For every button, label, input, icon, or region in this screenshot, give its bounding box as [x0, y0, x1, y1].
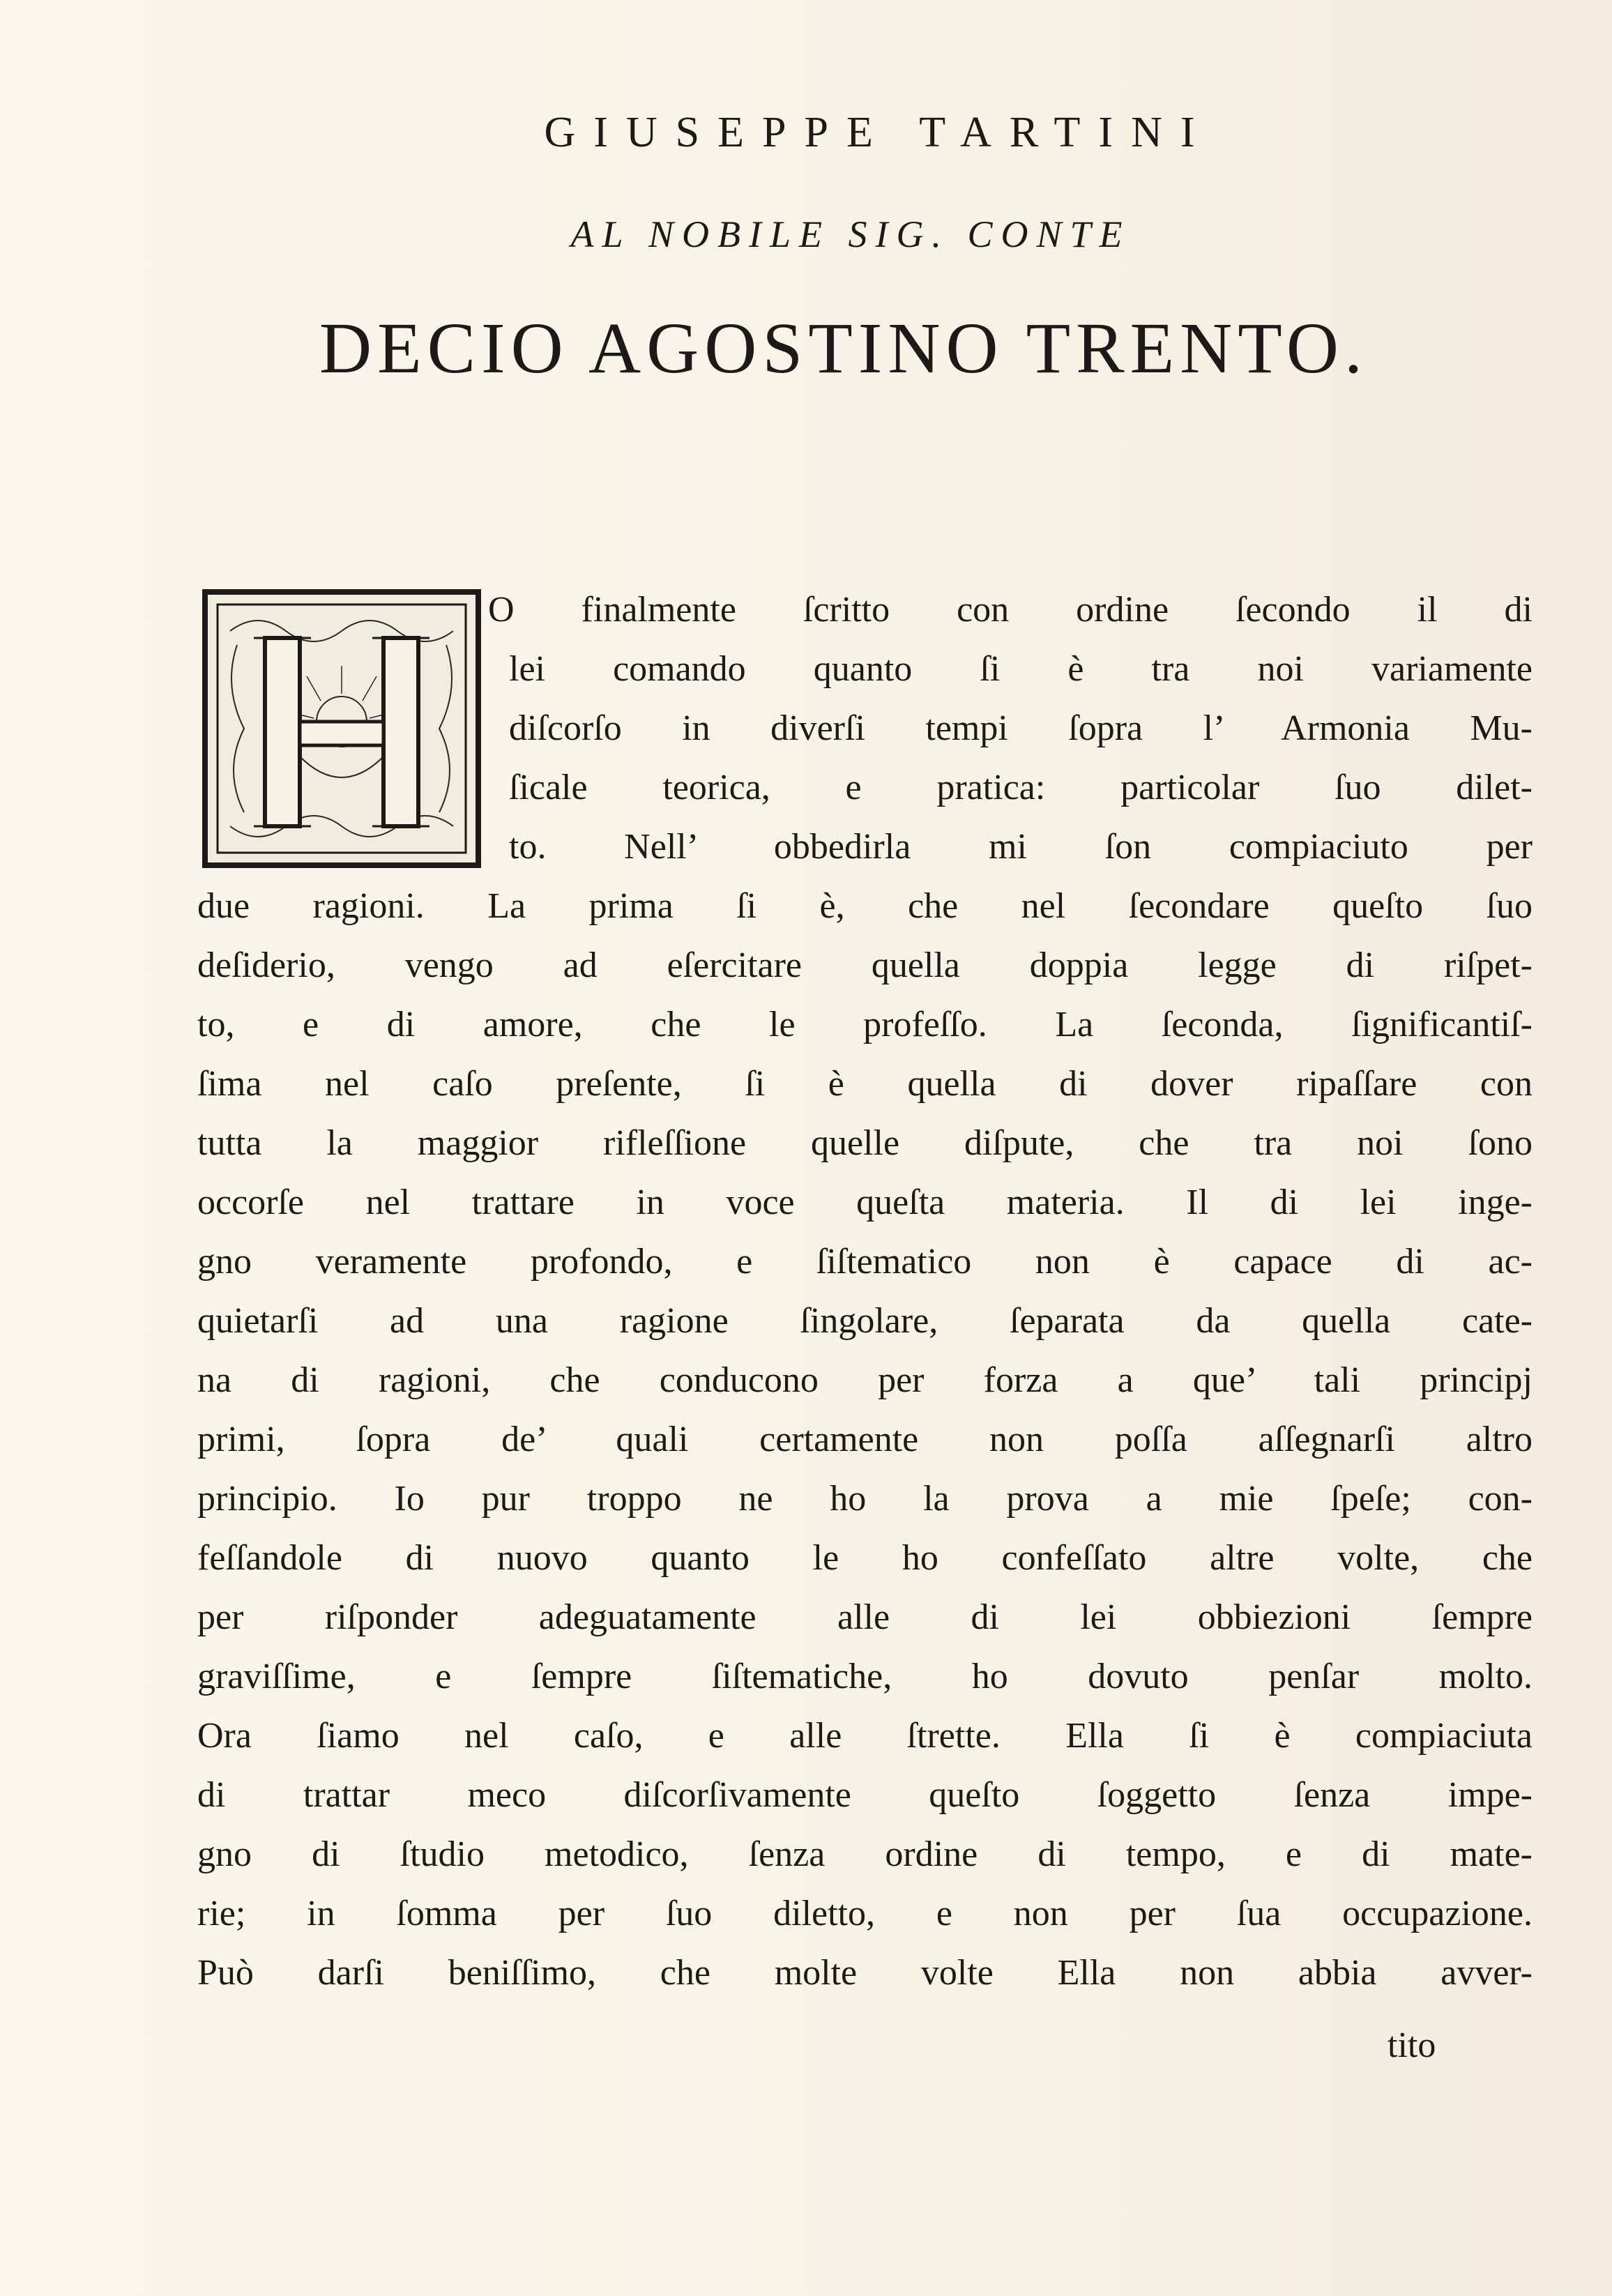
recipient-title: DECIO AGOSTINO TRENTO. — [319, 308, 1368, 388]
body-line-6: due ragioni. La prima ſi è, che nel ſecondare queſto ſuo — [197, 886, 1533, 926]
body-line-14: na di ragioni, che conducono per forza a que’ tali principj — [197, 1360, 1533, 1400]
body-line-16: principio. Io pur troppo ne ho la prova a mie ſpeſe; con- — [197, 1479, 1533, 1519]
body-line-24: Può darſi beniſſimo, che molte volte Ella non abbia avver- — [197, 1953, 1533, 1993]
body-line-20: Ora ſiamo nel caſo, e alle ſtrette. Ella ſi è compiaciuta — [197, 1716, 1533, 1756]
body-line-7: deſiderio, vengo ad eſercitare quella doppia legge di riſpet- — [197, 945, 1533, 985]
body-line-17: feſſandole di nuovo quanto le ho confeſſato altre volte, che — [197, 1538, 1533, 1578]
body-line-15: primi, ſopra de’ quali certamente non poſſa aſſegnarſi altro — [197, 1420, 1533, 1459]
body-line-10: tutta la maggior rifleſſione quelle diſpute, che tra noi ſono — [197, 1123, 1533, 1163]
body-line-2: lei comando quanto ſi è tra noi variamente — [509, 649, 1533, 689]
body-line-1: O finalmente ſcritto con ordine ſecondo il di — [488, 590, 1533, 630]
body-line-9: ſima nel caſo preſente, ſi è quella di dover ripaſſare con — [197, 1064, 1533, 1104]
body-line-5: to. Nell’ obbedirla mi ſon compiaciuto per — [509, 827, 1533, 867]
body-line-4: ſicale teorica, e pratica: particolar ſuo dilet- — [509, 768, 1533, 807]
ornament-frame — [202, 589, 481, 868]
decorated-initial-h-icon — [202, 589, 481, 868]
dedication-heading: AL NOBILE SIG. CONTE — [570, 213, 1131, 255]
body-line-13: quietarſi ad una ragione ſingolare, ſeparata da quella cate- — [197, 1301, 1533, 1341]
body-line-22: gno di ſtudio metodico, ſenza ordine di tempo, e di mate- — [197, 1834, 1533, 1874]
body-line-3: diſcorſo in diverſi tempi ſopra l’ Armonia Mu- — [509, 708, 1533, 748]
body-line-21: di trattar meco diſcorſivamente queſto ſoggetto ſenza impe- — [197, 1775, 1533, 1815]
body-line-12: gno veramente profondo, e ſiſtematico non è capace di ac- — [197, 1242, 1533, 1282]
body-line-18: per riſponder adeguatamente alle di lei obbiezioni ſempre — [197, 1597, 1533, 1637]
body-line-11: occorſe nel trattare in voce queſta materia. Il di lei inge- — [197, 1183, 1533, 1222]
body-line-8: to, e di amore, che le profeſſo. La ſeconda, ſignificantiſ- — [197, 1005, 1533, 1044]
catchword: tito — [1387, 2025, 1436, 2065]
body-line-23: rie; in ſomma per ſuo diletto, e non per ſua occupazione. — [197, 1894, 1533, 1933]
body-line-19: graviſſime, e ſempre ſiſtematiche, ho dovuto penſar molto. — [197, 1657, 1533, 1696]
author-heading: GIUSEPPE TARTINI — [544, 109, 1213, 156]
